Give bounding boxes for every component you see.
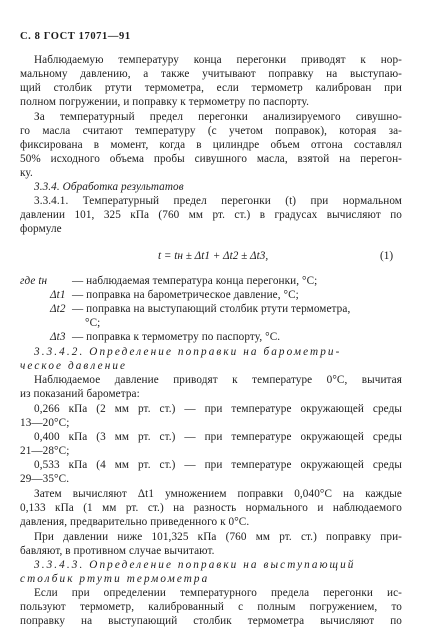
paragraph-line: поправку на выступающий столбик термометра вычисляют по: [20, 615, 402, 627]
definition-text: °С;: [85, 317, 101, 329]
definition-text: — поправка на барометрическое давление, °С;: [72, 289, 299, 301]
paragraph-line: фиксирована в момент, когда в цилиндре объем отгона составлял: [20, 139, 402, 151]
definition-symbol: Δt2: [50, 303, 66, 315]
paragraph-line: За температурный предел перегонки анализируемого сивушно-: [34, 111, 402, 123]
list-item: 0,533 кПа (4 мм рт. ст.) — при температуре окружающей среды: [34, 459, 402, 471]
list-item: 0,400 кПа (3 мм рт. ст.) — при температуре окружающей среды: [34, 431, 402, 443]
list-item: 13—20°С;: [20, 417, 70, 429]
list-item: 0,266 кПа (2 мм рт. ст.) — при температуре окружающей среды: [34, 403, 402, 415]
definition-text: — поправка на выступающий столбик ртути термометра,: [72, 303, 351, 315]
list-item: 21—28°С;: [20, 445, 70, 457]
definition-symbol: Δt3: [50, 331, 66, 343]
paragraph-line: ку.: [20, 167, 33, 179]
paragraph-line: бавляют, в противном случае вычитают.: [20, 545, 215, 557]
section-heading: 3.3.4. Обработка результатов: [34, 181, 184, 193]
list-item: 29—35°С.: [20, 473, 70, 485]
paragraph-line: го масла считают температуру (с учетом поправок), которая за-: [20, 125, 402, 137]
paragraph-line: щий столбик ртути термометра, если термометр калиброван при: [20, 82, 402, 94]
section-heading: 3.3.4.3. Определение поправки на выступающий: [34, 559, 356, 571]
definition-symbol: где tн: [20, 275, 48, 287]
paragraph-line: 3.3.4.1. Температурный предел перегонки (t) при нормальном: [34, 195, 402, 207]
paragraph-line: 50% исходного объема пробы сивушного масла, взятой на перегон-: [20, 153, 402, 165]
formula-number: (1): [380, 250, 394, 262]
page-header: С. 8 ГОСТ 17071—91: [20, 31, 131, 42]
definition-text: — поправка к термометру по паспорту, °С.: [72, 331, 281, 343]
paragraph-line: давления, предварительно приведенного к 0°С.: [20, 516, 250, 528]
paragraph-line: Наблюдаемое давление приводят к температуре 0°С, вычитая: [34, 374, 402, 386]
definition-text: — наблюдаемая температура конца перегонки, °С;: [72, 275, 318, 287]
paragraph-line: Затем вычисляют Δt1 умножением поправки 0,040°С на каждые: [34, 488, 402, 500]
paragraph-line: пользуют термометр, калиброванный с полным погружением, то: [20, 601, 402, 613]
paragraph-line: формуле: [20, 223, 62, 235]
paragraph-line: Если при определении температурного предела перегонки ис-: [34, 587, 402, 599]
paragraph-line: из показаний барометра:: [20, 388, 140, 400]
section-heading: ческое давление: [20, 360, 128, 372]
paragraph-line: полном погружении, и поправку к термометру по паспорту.: [20, 96, 309, 108]
definition-symbol: Δt1: [50, 289, 66, 301]
paragraph-line: Наблюдаемую температуру конца перегонки приводят к нор-: [34, 54, 402, 66]
paragraph-line: 0,133 кПа (1 мм рт. ст.) на разность нормального и наблюдаемого: [20, 502, 402, 514]
section-heading: 3.3.4.2. Определение поправки на барометри-: [34, 346, 342, 358]
paragraph-line: При давлении ниже 101,325 кПа (760 мм рт. ст.) поправку при-: [34, 531, 402, 543]
paragraph-line: давлении 101, 325 кПа (760 мм рт. ст.) в градусах вычисляют по: [20, 209, 402, 221]
formula: t = tн ± Δt1 + Δt2 ± Δt3,: [158, 250, 269, 262]
paragraph-line: мальному давлению, а также учитывают поправку на выступаю-: [20, 68, 402, 80]
section-heading: столбик ртути термометра: [20, 573, 210, 585]
